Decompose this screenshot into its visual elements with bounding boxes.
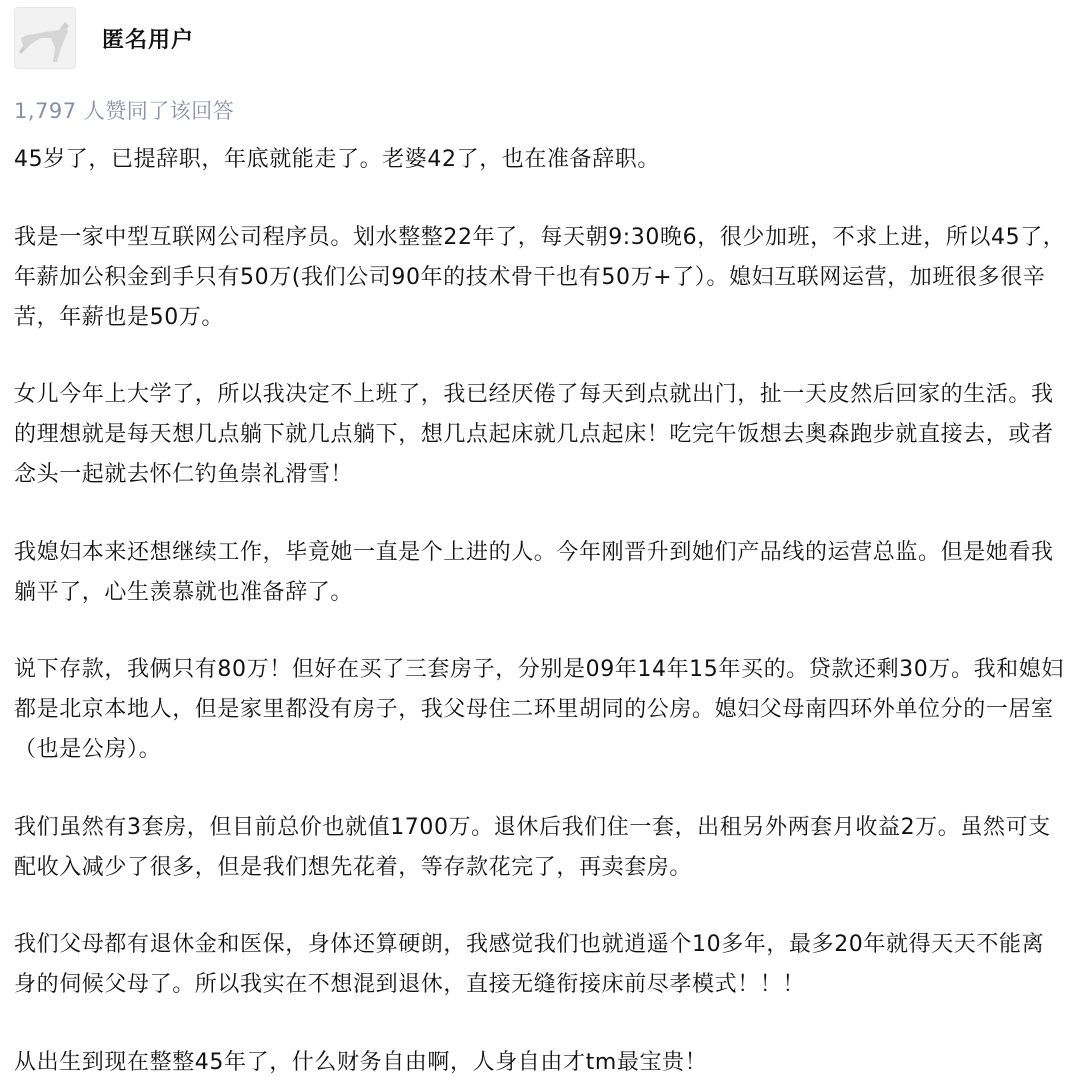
answer-paragraph: 说下存款，我俩只有80万！但好在买了三套房子，分别是09年14年15年买的。贷款还剩30万。我和媳妇都是北京本地人，但是家里都没有房子，我父母住二环里胡同的公房。媳妇父母南四环外单位分的一居室（也是公房）。 bbox=[14, 657, 1064, 762]
answer-paragraph: 我们父母都有退休金和医保，身体还算硬朗，我感觉我们也就逍遥个10多年，最多20年就得天天不能离身的伺候父母了。所以我实在不想混到退休，直接无缝衔接床前尽孝模式！！！ bbox=[14, 932, 1045, 997]
vote-count-text: 1,797 人赞同了该回答 bbox=[14, 99, 235, 123]
anonymous-avatar-icon[interactable] bbox=[14, 7, 76, 69]
answer-paragraph: 我是一家中型互联网公司程序员。划水整整22年了，每天朝9:30晚6，很少加班，不求上进，所以45了，年薪加公积金到手只有50万(我们公司90年的技术骨干也有50万+了）。媳妇互联网运营，加班很多很辛苦，年薪也是50万。 bbox=[14, 224, 1066, 330]
answer-paragraph: 从出生到现在整整45年了，什么财务自由啊，人身自由才tm最宝贵！ bbox=[14, 1049, 708, 1075]
answer-paragraph: 我媳妇本来还想继续工作，毕竟她一直是个上进的人。今年刚晋升到她们产品线的运营总监。但是她看我躺平了，心生羡慕就也准备辞了。 bbox=[14, 539, 1054, 605]
answer-paragraph: 45岁了，已提辞职，年底就能走了。老婆42了，也在准备辞职。 bbox=[14, 147, 660, 172]
author-name[interactable]: 匿名用户 bbox=[102, 27, 195, 53]
answer-paragraph: 我们虽然有3套房，但目前总价也就值1700万。退休后我们住一套，出租另外两套月收益2万。虽然可支配收入减少了很多，但是我们想先花着，等存款花完了，再卖套房。 bbox=[14, 814, 1051, 880]
answer-content bbox=[14, 140, 1066, 1083]
answer-paragraph: 女儿今年上大学了，所以我决定不上班了，我已经厌倦了每天到点就出门，扯一天皮然后回家的生活。我的理想就是每天想几点躺下就几点躺下，想几点起床就几点起床！吃完午饭想去奥森跑步就直接去，或者念头一起就去怀仁钓鱼崇礼滑雪！ bbox=[14, 382, 1054, 487]
answer-author-header bbox=[14, 6, 194, 70]
